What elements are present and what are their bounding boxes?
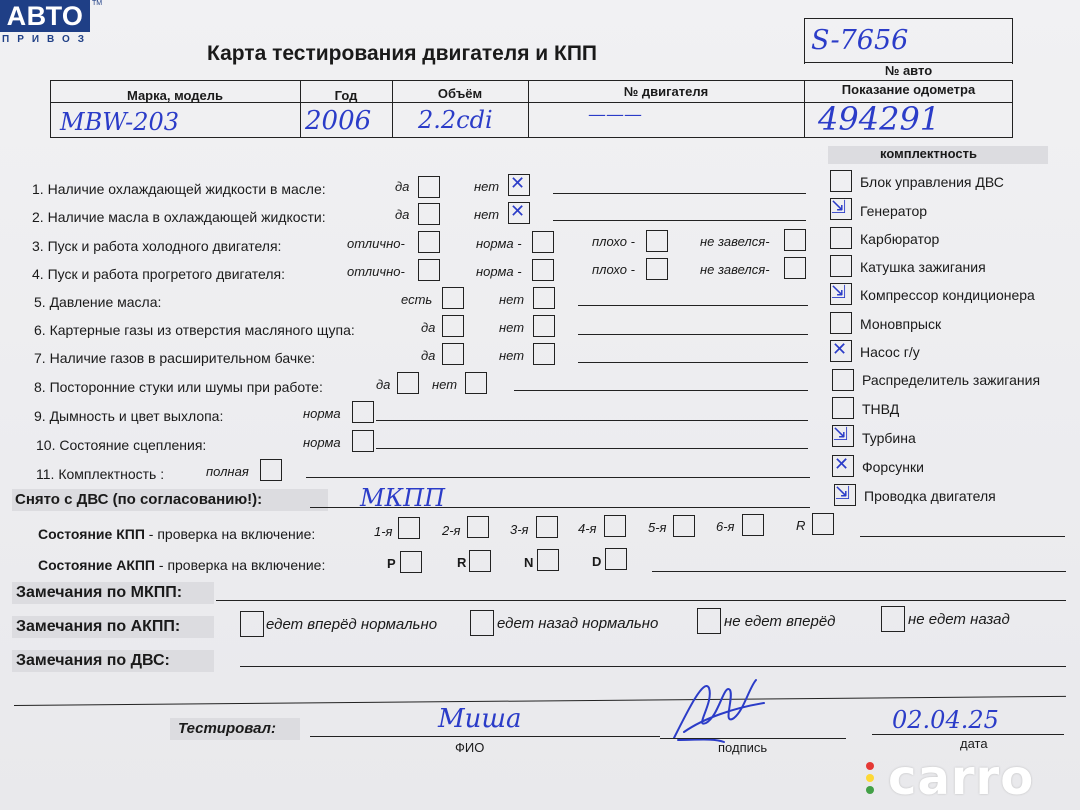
page-title: Карта тестирования двигателя и КПП — [207, 42, 598, 65]
checkbox-row9-norma[interactable] — [352, 401, 374, 423]
kpp-gear-checkbox-2[interactable] — [467, 516, 489, 538]
kit-item-4: Катушка зажигания — [860, 259, 986, 275]
odometer-value: 494291 — [818, 100, 941, 138]
checkbox-row11-polnaya[interactable] — [260, 459, 282, 481]
check-item-2: 2. Наличие масла в охлаждающей жидкости: — [32, 209, 326, 225]
akpp-gear-checkbox-p[interactable] — [400, 551, 422, 573]
brand-logo-sub: ПРИВОЗ — [2, 34, 93, 45]
checkbox-row3-norma[interactable] — [532, 231, 554, 253]
akpp-no-backward-checkbox[interactable] — [881, 606, 905, 632]
opt-label-est: есть — [401, 292, 433, 307]
akpp-gear-checkbox-n[interactable] — [537, 549, 559, 571]
plate-value: S-7656 — [811, 25, 909, 56]
kit-checkbox-11[interactable]: ✕ — [832, 455, 854, 477]
opt-label-ploho: плохо - — [592, 262, 635, 277]
opt-label-ne-zavelsya: не завелся- — [700, 262, 770, 277]
checkbox-row2-net[interactable]: ✕ — [508, 202, 530, 224]
checkbox-row4-ne-zavelsya[interactable] — [784, 257, 806, 279]
checkbox-row3-otlichno[interactable] — [418, 231, 440, 253]
watermark-logo: carro — [888, 750, 1035, 806]
opt-label-polnaya: полная — [206, 464, 249, 479]
kit-item-3: Карбюратор — [860, 231, 940, 247]
opt-label-norma: норма — [303, 435, 341, 450]
opt-label-da: да — [395, 179, 410, 194]
kit-checkbox-3[interactable] — [830, 227, 852, 249]
opt-label-norma: норма - — [476, 236, 522, 251]
remarks-dvs-label: Замечания по ДВС: — [16, 652, 170, 669]
kpp-gear-label-4: 4-я — [578, 521, 597, 536]
check-item-11: 11. Комплектность : — [36, 466, 165, 482]
checkbox-row6-net[interactable] — [533, 315, 555, 337]
akpp-gear-checkbox-r[interactable] — [469, 550, 491, 572]
removed-label: Снято с ДВС (по согласованию!): — [15, 491, 263, 508]
year-value: 2006 — [305, 106, 372, 136]
opt-label-net: нет — [499, 348, 525, 363]
check-item-9: 9. Дымность и цвет выхлопа: — [34, 408, 224, 424]
kpp-gear-label-1: 1-я — [374, 524, 393, 539]
brand-logo: АВТО — [0, 0, 90, 32]
opt-label-ploho: плохо - — [592, 234, 635, 249]
kit-checkbox-10[interactable]: ⇲ — [832, 425, 854, 447]
akpp-gear-label-n: N — [524, 555, 534, 570]
kpp-gear-checkbox-3[interactable] — [536, 516, 558, 538]
akpp-forward-ok-checkbox[interactable] — [240, 611, 264, 637]
watermark-dot-yellow — [866, 774, 874, 782]
checkbox-row4-ploho[interactable] — [646, 258, 668, 280]
akpp-backward-ok-label: едет назад нормально — [497, 615, 659, 632]
check-item-5: 5. Давление масла: — [34, 294, 162, 310]
kpp-gear-label-6: 6-я — [716, 519, 735, 534]
opt-label-norma: норма — [303, 406, 341, 421]
akpp-no-forward-checkbox[interactable] — [697, 608, 721, 634]
akpp-no-forward-label: не едет вперёд — [724, 613, 836, 630]
opt-label-net: нет — [499, 320, 525, 335]
kit-checkbox-6[interactable] — [830, 312, 852, 334]
opt-label-net: нет — [432, 377, 458, 392]
kpp-gear-label-7: R — [796, 518, 806, 533]
opt-label-da: да — [395, 207, 410, 222]
signature-image — [664, 668, 774, 746]
kpp-gear-label-5: 5-я — [648, 520, 667, 535]
fio-label: ФИО — [455, 740, 485, 755]
kit-checkbox-7[interactable]: ✕ — [830, 340, 852, 362]
opt-label-otlichno: отлично- — [347, 236, 405, 251]
kit-item-11: Форсунки — [862, 459, 924, 475]
akpp-forward-ok-label: едет вперёд нормально — [266, 616, 438, 633]
kpp-gear-checkbox-4[interactable] — [604, 515, 626, 537]
kit-item-9: ТНВД — [862, 401, 900, 417]
opt-label-net: нет — [474, 207, 500, 222]
kit-checkbox-8[interactable] — [832, 369, 854, 391]
tested-label: Тестировал: — [178, 720, 276, 737]
kpp-gear-label-2: 2-я — [442, 523, 461, 538]
check-item-6: 6. Картерные газы из отверстия масляного щупа: — [34, 322, 355, 338]
volume-header: Объём — [437, 86, 483, 101]
checkbox-row4-norma[interactable] — [532, 259, 554, 281]
check-item-10: 10. Состояние сцепления: — [36, 437, 207, 453]
kit-checkbox-1[interactable] — [830, 170, 852, 192]
akpp-backward-ok-checkbox[interactable] — [470, 610, 494, 636]
kit-checkbox-9[interactable] — [832, 397, 854, 419]
akpp-gear-checkbox-d[interactable] — [605, 548, 627, 570]
checkbox-row10-norma[interactable] — [352, 430, 374, 452]
kpp-gear-checkbox-5[interactable] — [673, 515, 695, 537]
odometer-header: Показание одометра — [841, 82, 976, 97]
checkbox-row5-est[interactable] — [442, 287, 464, 309]
kpp-gear-checkbox-6[interactable] — [742, 514, 764, 536]
kpp-label: Состояние КПП - проверка на включение: — [38, 526, 316, 542]
kit-item-10: Турбина — [862, 430, 916, 446]
check-item-8: 8. Посторонние стуки или шумы при работе: — [34, 379, 323, 395]
kit-checkbox-5[interactable]: ⇲ — [830, 283, 852, 305]
checkbox-row4-otlichno[interactable] — [418, 259, 440, 281]
kit-item-7: Насос г/у — [860, 344, 920, 360]
engine-header: № двигателя — [623, 84, 709, 99]
kpp-gear-checkbox-1[interactable] — [398, 517, 420, 539]
checkbox-row2-da[interactable] — [418, 203, 440, 225]
plate-label: № авто — [884, 63, 933, 78]
check-item-7: 7. Наличие газов в расширительном бачке: — [34, 350, 316, 366]
akpp-no-backward-label: не едет назад — [908, 611, 1010, 628]
checkbox-row7-da[interactable] — [442, 343, 464, 365]
date-label: дата — [960, 736, 988, 751]
checkbox-row8-net[interactable] — [465, 372, 487, 394]
akpp-gear-label-r: R — [457, 555, 467, 570]
year-header: Год — [334, 88, 358, 103]
opt-label-otlichno: отлично- — [347, 264, 405, 279]
akpp-gear-label-d: D — [592, 554, 602, 569]
kit-item-8: Распределитель зажигания — [862, 372, 1041, 388]
akpp-gear-label-p: P — [387, 556, 396, 571]
check-item-1: 1. Наличие охлаждающей жидкости в масле: — [32, 181, 326, 197]
remarks-mkpp-label: Замечания по МКПП: — [16, 584, 183, 601]
watermark-dot-green — [866, 786, 874, 794]
kit-checkbox-2[interactable]: ⇲ — [830, 198, 852, 220]
checkbox-row1-da[interactable] — [418, 176, 440, 198]
kpp-gear-checkbox-7[interactable] — [812, 513, 834, 535]
fio-value: Миша — [438, 704, 522, 734]
model-header: Марка, модель — [126, 88, 224, 103]
opt-label-ne-zavelsya: не завелся- — [700, 234, 770, 249]
kit-header: комплектность — [880, 146, 977, 161]
kit-item-12: Проводка двигателя — [864, 488, 996, 504]
kpp-gear-label-3: 3-я — [510, 522, 529, 537]
check-item-3: 3. Пуск и работа холодного двигателя: — [32, 238, 282, 254]
plate-cell — [804, 18, 1013, 64]
kit-item-2: Генератор — [860, 203, 928, 219]
trademark-label: TM — [92, 0, 103, 7]
checkbox-row6-da[interactable] — [442, 315, 464, 337]
kit-item-5: Компрессор кондиционера — [860, 287, 1035, 303]
checkbox-row1-net[interactable]: ✕ — [508, 174, 530, 196]
checkbox-row3-ploho[interactable] — [646, 230, 668, 252]
opt-label-da: да — [376, 377, 391, 392]
watermark-dot-red — [866, 762, 874, 770]
checkbox-row3-ne-zavelsya[interactable] — [784, 229, 806, 251]
kit-checkbox-4[interactable] — [830, 255, 852, 277]
model-value: МВW-203 — [60, 108, 180, 136]
opt-label-da: да — [421, 320, 436, 335]
checkbox-row7-net[interactable] — [533, 343, 555, 365]
date-value: 02.04.25 — [892, 706, 999, 734]
checkbox-row8-da[interactable] — [397, 372, 419, 394]
removed-value: МКПП — [360, 484, 446, 512]
opt-label-net: нет — [474, 179, 500, 194]
opt-label-norma: норма - — [476, 264, 522, 279]
akpp-label: Состояние АКПП - проверка на включение: — [38, 557, 326, 573]
volume-value: 2.2cdi — [418, 106, 493, 134]
checkbox-row5-net[interactable] — [533, 287, 555, 309]
check-item-4: 4. Пуск и работа прогретого двигателя: — [32, 266, 286, 282]
engine-value: ——— — [588, 104, 642, 125]
kit-item-1: Блок управления ДВС — [860, 174, 1004, 190]
opt-label-da: да — [421, 348, 436, 363]
signature-label: подпись — [718, 740, 768, 755]
kit-item-6: Моновпрыск — [860, 316, 942, 332]
remarks-akpp-label: Замечания по АКПП: — [16, 618, 181, 635]
opt-label-net: нет — [499, 292, 525, 307]
kit-checkbox-12[interactable]: ⇲ — [834, 484, 856, 506]
